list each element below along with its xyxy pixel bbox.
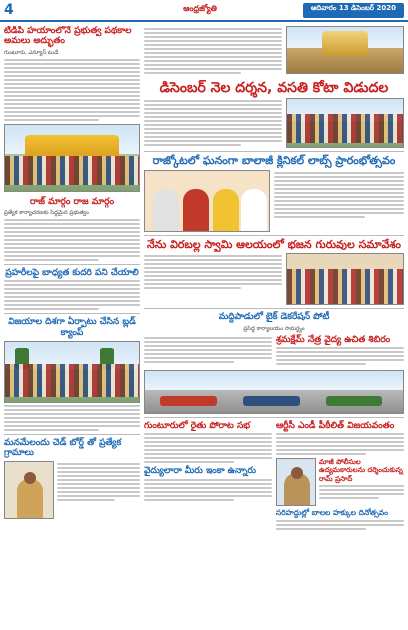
- right-top-text: [144, 26, 282, 76]
- right-article4-byline: ప్రసిద్ధ కార్యాలయం సామర్థ్యం: [243, 325, 305, 332]
- right-article4-body: [144, 335, 272, 367]
- date-badge: ఆదివారం 13 డిసెంబర్ 2020: [303, 3, 404, 18]
- right-article5-headline: శ్రమక్షేమ్ నేత్ర వైద్య ఉచిత శిబిరం: [276, 334, 391, 345]
- left-photo-2: [4, 341, 140, 403]
- right-article2-block: [144, 170, 404, 232]
- page-number: 4: [4, 2, 14, 18]
- right-article10-headline: సరిహద్దుల్లో బాలల హక్కుల దినోత్సవం: [276, 508, 388, 518]
- right-article2-headline: రాజ్కోటలో ఘనంగా బాలాజీ క్లినికల్ లాబ్స్ ప్రారంభోత్సవం: [152, 154, 396, 168]
- left-article4-body: [4, 405, 140, 431]
- right-bottom-block: [144, 421, 404, 532]
- right-article2-body: [274, 170, 404, 232]
- right-top-block: [144, 26, 404, 76]
- left-photo-3: [4, 461, 54, 519]
- left-article3-body: [4, 280, 140, 310]
- right-bottom-right: [276, 421, 404, 532]
- left-article5-headline: మనమేలందు చెడ్ బోర్డ్ తో ప్రత్యేక గ్రామాలు: [4, 438, 122, 459]
- left-photo-1: [4, 124, 140, 192]
- left-article2-byline: ప్రత్యేక కార్యాచరణకు సిద్ధమైన ప్రభుత్వం: [4, 210, 89, 217]
- left-article5-body: [57, 461, 140, 519]
- right-article4-headline: మద్దిపాడులో బైక్ డెకరేషన్ పోటీ: [218, 312, 330, 323]
- right-article7-headline: ఆర్టీసీ ఎండీ పీఠీలిత్ విజయవంతం: [276, 421, 395, 432]
- left-lead-byline: గుంటూరు, ఎన్యూస్ టుడే: [4, 49, 59, 56]
- right-article3-headline: నేను విరబల్ల స్వామి ఆలయంలో భజన గురువుల సమావేశం: [147, 237, 401, 251]
- right-article5-block: [276, 335, 404, 367]
- right-article3-body: [144, 253, 282, 305]
- right-photo-officer: [276, 458, 316, 506]
- right-lead-headline: డిసెంబర్ నెల దర్శన, వసతి కోటా విడుదల: [159, 80, 389, 96]
- left-article2-body: [4, 219, 140, 261]
- masthead-title: ఆంధ్రజ్యోతి: [183, 4, 217, 13]
- right-article8-block: [276, 458, 404, 506]
- left-article3-headline: ప్రహరీలపై బాధ్యత కుదరి పని చేయాలి: [5, 268, 139, 279]
- left-column: [4, 26, 140, 626]
- right-photo-crowd: [286, 98, 404, 148]
- left-article2-headline: రాజ్ మార్గం రాజ మార్గం: [29, 196, 115, 207]
- left-lead-headline: టీడీపీ హయాంలోనే ప్రభుత్వ పథకాల అమలు అద్భుతం: [4, 26, 132, 47]
- right-photo-temple: [286, 26, 404, 74]
- right-article8-headline: మాజీ పోలీసుల ఉద్యమకారులను దర్శించుకున్న రామ్ ప్రసాద్: [319, 458, 403, 483]
- right-article4-block: [144, 335, 404, 367]
- right-bottom-left: [144, 421, 272, 532]
- right-article3-block: [144, 253, 404, 305]
- right-photo-bikes: [144, 370, 404, 414]
- right-lead-body: [144, 98, 282, 148]
- right-article6-headline: గుంటూరులో రైతు పోరాట సభ: [144, 421, 251, 432]
- left-article4-headline: విజయాల దిశగా ఏర్పాటు చేసిన బ్లడ్ క్యాంప్: [8, 317, 136, 338]
- left-lead-body: [4, 59, 140, 121]
- right-photo-bhajan: [286, 253, 404, 305]
- right-lead-block: [144, 98, 404, 148]
- left-article5-block: [4, 461, 140, 519]
- right-article9-headline: వైద్యులారా మీరు ఇంకా ఉన్నారు: [144, 466, 256, 477]
- page-header: [0, 0, 408, 22]
- right-photo-inauguration: [144, 170, 270, 232]
- right-column: [144, 26, 404, 626]
